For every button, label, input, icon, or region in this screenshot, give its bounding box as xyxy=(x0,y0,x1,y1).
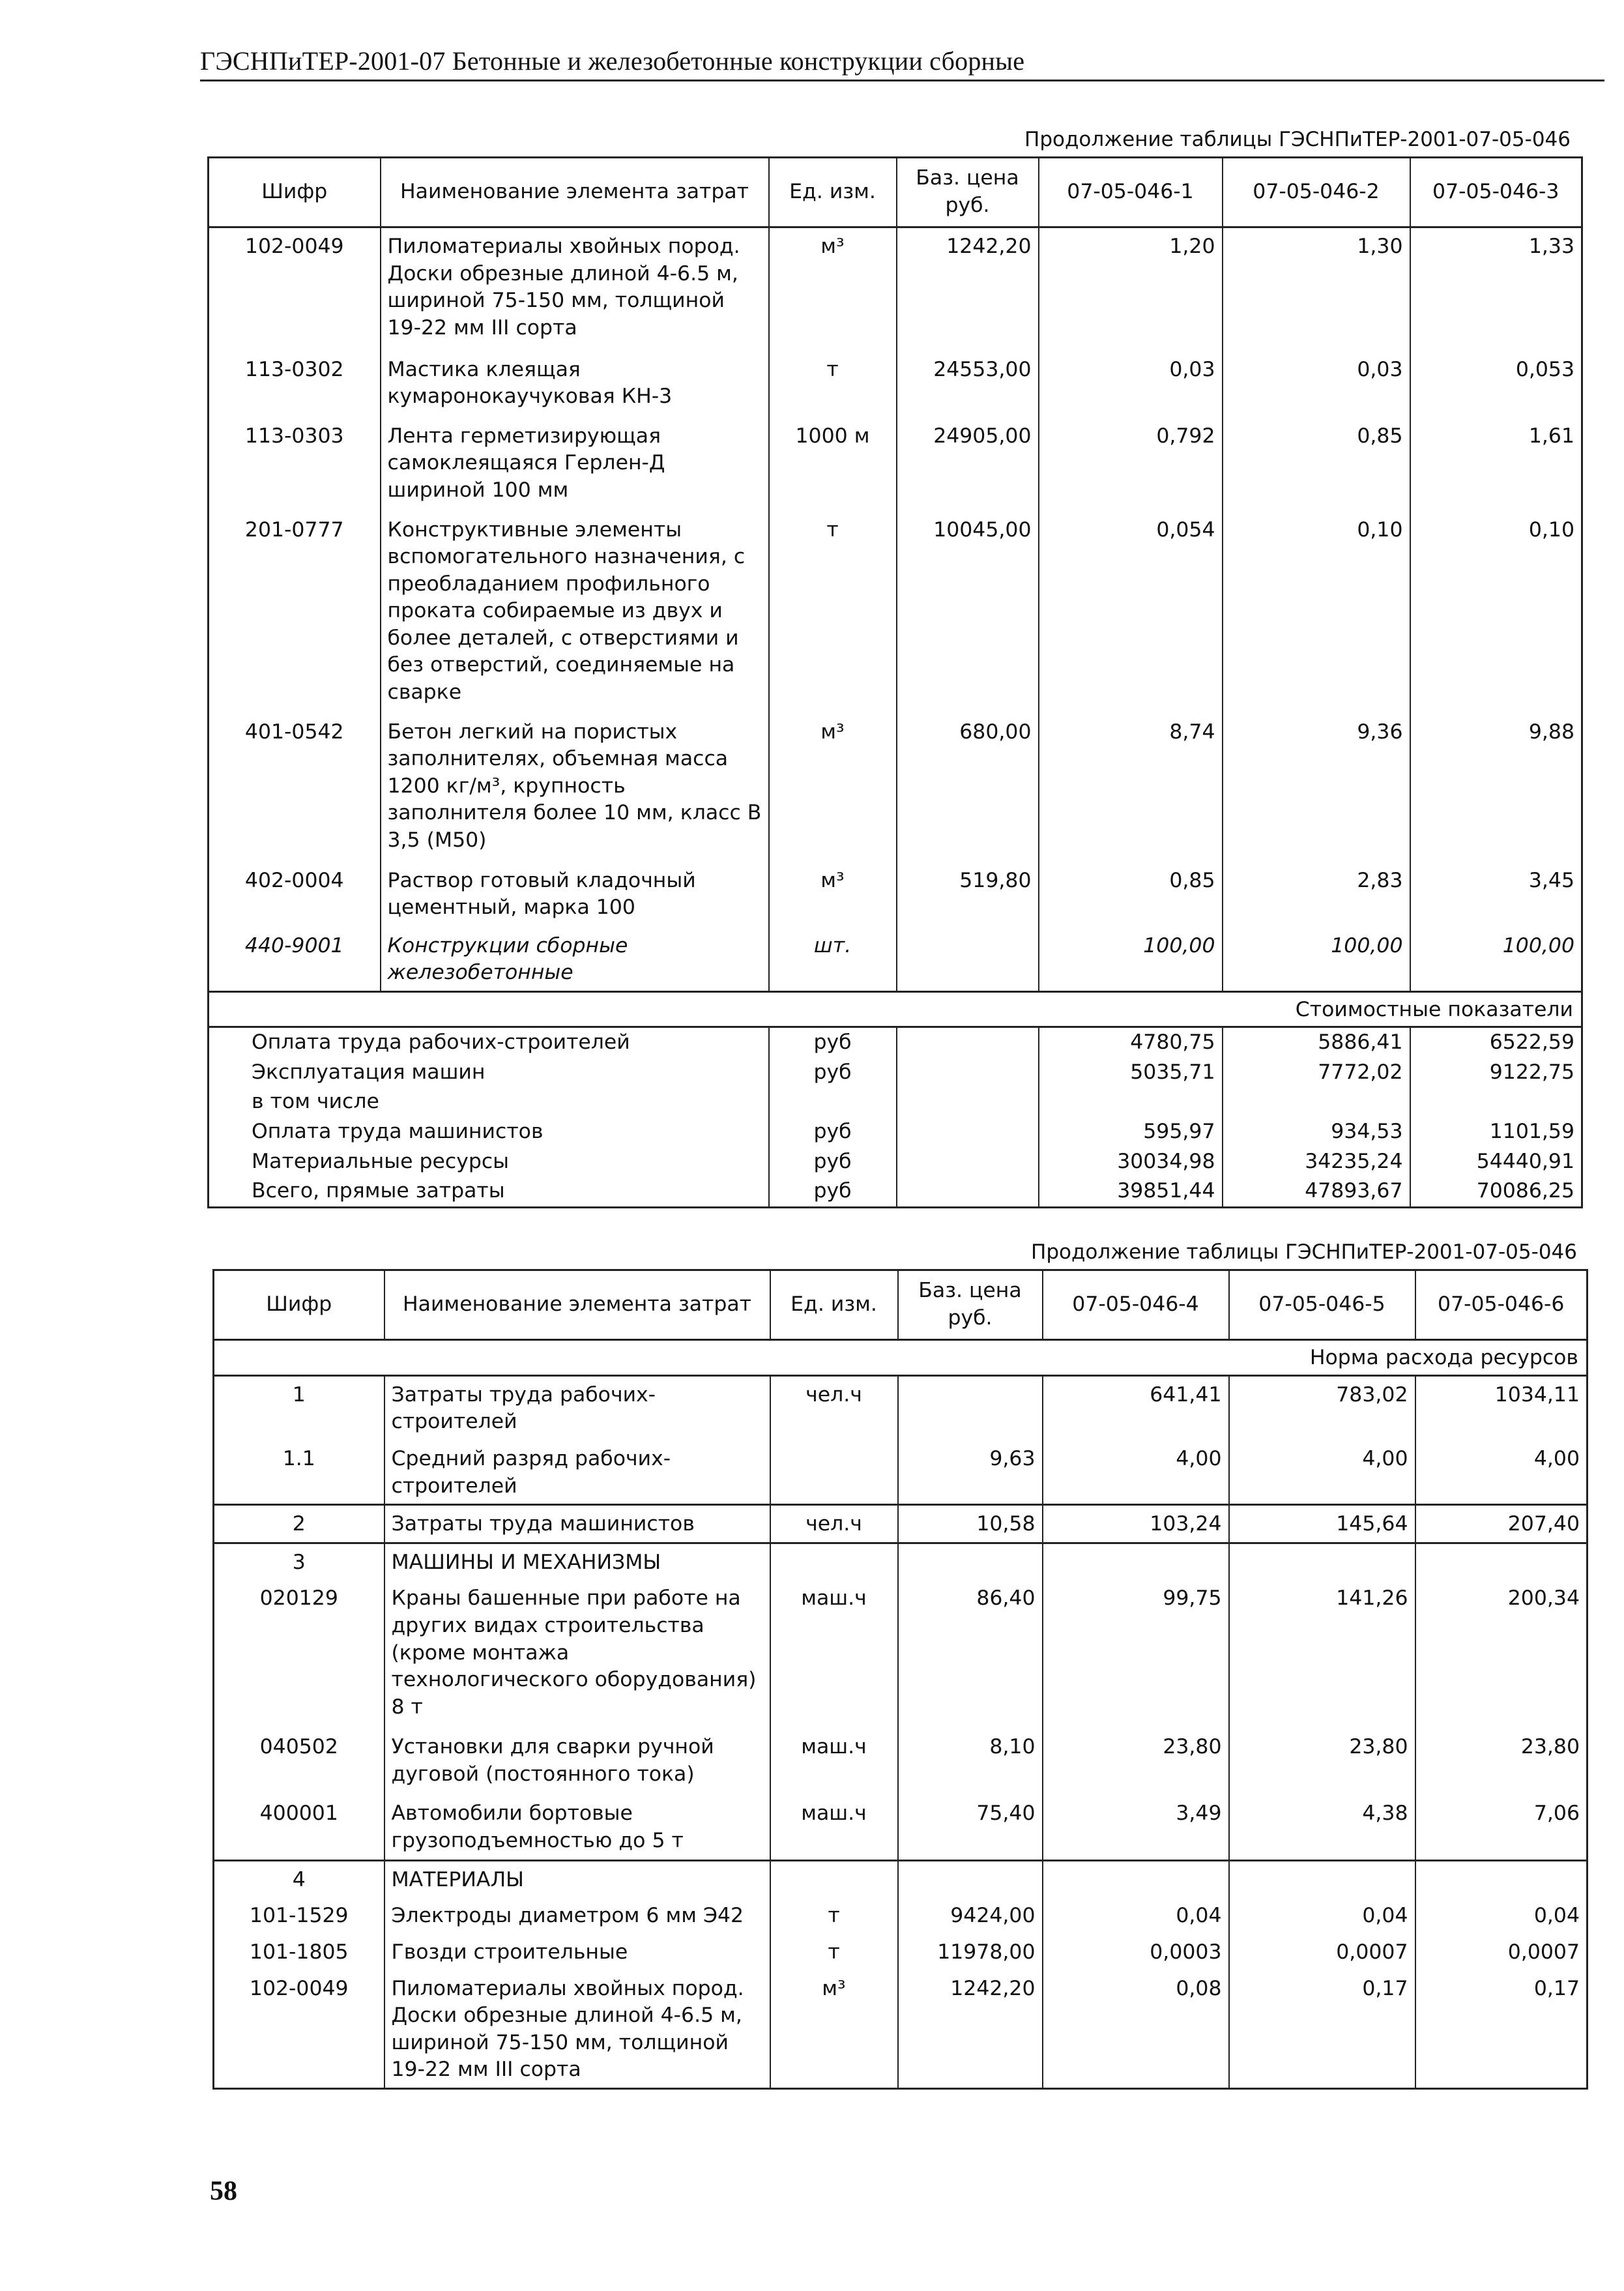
summary-label: Эксплуатация машин xyxy=(209,1058,769,1088)
row-value-2: 0,85 xyxy=(1223,418,1410,512)
row-value-3: 100,00 xyxy=(1410,927,1582,992)
row-price: 9424,00 xyxy=(898,1897,1043,1934)
row-unit xyxy=(770,1440,898,1505)
table-row xyxy=(214,1440,1588,1505)
col-header-norm-5: 07-05-046-5 xyxy=(1229,1270,1415,1340)
row-unit: т xyxy=(770,1934,898,1970)
summary-value-3 xyxy=(1410,1087,1582,1117)
row-value-1: 0,08 xyxy=(1043,1970,1229,2089)
row-unit: шт. xyxy=(769,927,897,992)
summary-label: Оплата труда машинистов xyxy=(209,1117,769,1147)
row-value-2: 0,0007 xyxy=(1229,1934,1415,1970)
col-header-name: Наименование элемента затрат xyxy=(384,1270,770,1340)
row-price: 24905,00 xyxy=(897,418,1039,512)
section-band xyxy=(209,991,1582,1027)
row-name: Конструкции сборные железобетонные xyxy=(381,927,769,992)
band-label: Норма расхода ресурсов xyxy=(214,1340,1588,1376)
row-value-1: 23,80 xyxy=(1043,1729,1229,1795)
row-code: 400001 xyxy=(214,1795,384,1860)
row-value-2: 145,64 xyxy=(1229,1505,1415,1543)
row-price xyxy=(898,1375,1043,1440)
row-code: 402-0004 xyxy=(209,862,381,927)
row-unit: м³ xyxy=(769,227,897,351)
row-unit: чел.ч xyxy=(770,1505,898,1543)
row-name: Краны башенные при работе на других видах строительства (кроме монтажа технологического оборудования) 8 т xyxy=(384,1580,770,1729)
row-price: 75,40 xyxy=(898,1795,1043,1860)
row-value-1: 0,04 xyxy=(1043,1897,1229,1934)
summary-value-1: 595,97 xyxy=(1039,1117,1223,1147)
summary-label: в том числе xyxy=(209,1087,769,1117)
row-value-2: 2,83 xyxy=(1223,862,1410,927)
row-value-3: 3,45 xyxy=(1410,862,1582,927)
row-price: 680,00 xyxy=(897,714,1039,862)
row-name: МАТЕРИАЛЫ xyxy=(384,1860,770,1897)
row-value-2: 0,10 xyxy=(1223,512,1410,714)
row-code: 401-0542 xyxy=(209,714,381,862)
row-name: Пиломатериалы хвойных пород. Доски обрезные длиной 4-6.5 м, шириной 75-150 мм, толщиной 19-22 мм III сорта xyxy=(384,1970,770,2089)
row-name: Затраты труда машинистов xyxy=(384,1505,770,1543)
row-price: 10045,00 xyxy=(897,512,1039,714)
row-value-2: 0,17 xyxy=(1229,1970,1415,2089)
table1-continuation: Продолжение таблицы ГЭСНПиТЕР-2001-07-05-046 xyxy=(1024,128,1571,151)
row-value-3: 0,0007 xyxy=(1415,1934,1588,1970)
summary-value-2: 5886,41 xyxy=(1223,1027,1410,1058)
summary-row xyxy=(209,1087,1582,1117)
row-unit: м³ xyxy=(769,714,897,862)
row-price: 1242,20 xyxy=(898,1970,1043,2089)
row-value-3 xyxy=(1415,1860,1588,1897)
summary-unit: руб xyxy=(769,1027,897,1058)
row-value-1: 0,85 xyxy=(1039,862,1223,927)
band-label: Стоимостные показатели xyxy=(209,991,1582,1027)
summary-value-2: 34235,24 xyxy=(1223,1147,1410,1177)
summary-label: Материальные ресурсы xyxy=(209,1147,769,1177)
row-name: МАШИНЫ И МЕХАНИЗМЫ xyxy=(384,1543,770,1580)
row-name: Электроды диаметром 6 мм Э42 xyxy=(384,1897,770,1934)
table-row xyxy=(214,1505,1588,1543)
row-price xyxy=(898,1860,1043,1897)
row-value-2: 1,30 xyxy=(1223,227,1410,351)
summary-price xyxy=(897,1058,1039,1088)
row-unit: м³ xyxy=(770,1970,898,2089)
summary-unit: руб xyxy=(769,1058,897,1088)
row-unit xyxy=(770,1860,898,1897)
row-value-3 xyxy=(1415,1543,1588,1580)
table2-continuation: Продолжение таблицы ГЭСНПиТЕР-2001-07-05-046 xyxy=(1031,1240,1577,1264)
row-name: Средний разряд рабочих-строителей xyxy=(384,1440,770,1505)
row-value-2: 0,04 xyxy=(1229,1897,1415,1934)
row-code: 440-9001 xyxy=(209,927,381,992)
summary-value-3: 1101,59 xyxy=(1410,1117,1582,1147)
row-price: 9,63 xyxy=(898,1440,1043,1505)
table-row xyxy=(209,351,1582,418)
row-code: 020129 xyxy=(214,1580,384,1729)
summary-label: Оплата труда рабочих-строителей xyxy=(209,1027,769,1058)
summary-price xyxy=(897,1087,1039,1117)
summary-unit: руб xyxy=(769,1117,897,1147)
summary-row xyxy=(209,1147,1582,1177)
row-unit: маш.ч xyxy=(770,1729,898,1795)
row-value-3: 207,40 xyxy=(1415,1505,1588,1543)
row-name: Бетон легкий на пористых заполнителях, объемная масса 1200 кг/м³, крупность заполнителя более 10 мм, класс В 3,5 (М50) xyxy=(381,714,769,862)
row-name: Пиломатериалы хвойных пород. Доски обрезные длиной 4-6.5 м, шириной 75-150 мм, толщиной 19-22 мм III сорта xyxy=(381,227,769,351)
row-price xyxy=(898,1543,1043,1580)
row-value-1: 8,74 xyxy=(1039,714,1223,862)
summary-row xyxy=(209,1027,1582,1058)
row-code: 101-1529 xyxy=(214,1897,384,1934)
table2-header-row xyxy=(214,1270,1588,1340)
summary-price xyxy=(897,1027,1039,1058)
col-header-norm-4: 07-05-046-4 xyxy=(1043,1270,1229,1340)
row-value-3: 200,34 xyxy=(1415,1580,1588,1729)
summary-value-1: 39851,44 xyxy=(1039,1176,1223,1207)
row-name: Мастика клеящая кумаронокаучуковая КН-3 xyxy=(381,351,769,418)
row-value-1: 100,00 xyxy=(1039,927,1223,992)
row-value-1: 4,00 xyxy=(1043,1440,1229,1505)
row-code: 102-0049 xyxy=(209,227,381,351)
col-header-unit: Ед. изм. xyxy=(770,1270,898,1340)
table-row xyxy=(214,1897,1588,1934)
row-value-2: 0,03 xyxy=(1223,351,1410,418)
row-name: Раствор готовый кладочный цементный, марка 100 xyxy=(381,862,769,927)
summary-value-3: 54440,91 xyxy=(1410,1147,1582,1177)
table-row xyxy=(214,1375,1588,1440)
summary-value-2 xyxy=(1223,1087,1410,1117)
row-unit: т xyxy=(770,1897,898,1934)
summary-value-1: 30034,98 xyxy=(1039,1147,1223,1177)
row-unit: т xyxy=(769,512,897,714)
summary-price xyxy=(897,1147,1039,1177)
row-unit xyxy=(770,1543,898,1580)
table-row xyxy=(209,418,1582,512)
row-code: 3 xyxy=(214,1543,384,1580)
row-name: Конструктивные элементы вспомогательного назначения, с преобладанием профильного проката собираемые из двух и более деталей, с отверстиями и без отверстий, соединяемые на сварке xyxy=(381,512,769,714)
col-header-norm-6: 07-05-046-6 xyxy=(1415,1270,1588,1340)
row-name: Гвозди строительные xyxy=(384,1934,770,1970)
summary-unit: руб xyxy=(769,1147,897,1177)
row-unit: чел.ч xyxy=(770,1375,898,1440)
summary-unit: руб xyxy=(769,1176,897,1207)
summary-value-3: 70086,25 xyxy=(1410,1176,1582,1207)
summary-row xyxy=(209,1176,1582,1207)
row-value-3: 23,80 xyxy=(1415,1729,1588,1795)
summary-label: Всего, прямые затраты xyxy=(209,1176,769,1207)
row-value-1: 99,75 xyxy=(1043,1580,1229,1729)
summary-price xyxy=(897,1176,1039,1207)
row-price: 1242,20 xyxy=(897,227,1039,351)
row-value-2: 4,38 xyxy=(1229,1795,1415,1860)
table-row xyxy=(214,1795,1588,1860)
row-value-3: 0,053 xyxy=(1410,351,1582,418)
row-price: 86,40 xyxy=(898,1580,1043,1729)
row-unit: м³ xyxy=(769,862,897,927)
row-unit: 1000 м xyxy=(769,418,897,512)
summary-value-3: 9122,75 xyxy=(1410,1058,1582,1088)
row-code: 102-0049 xyxy=(214,1970,384,2089)
section-band xyxy=(214,1340,1588,1376)
summary-value-1: 5035,71 xyxy=(1039,1058,1223,1088)
row-value-3: 1,33 xyxy=(1410,227,1582,351)
table-row xyxy=(214,1580,1588,1729)
table1-header-row xyxy=(209,158,1582,227)
row-price: 10,58 xyxy=(898,1505,1043,1543)
row-name: Затраты труда рабочих-строителей xyxy=(384,1375,770,1440)
summary-value-2: 47893,67 xyxy=(1223,1176,1410,1207)
row-value-1 xyxy=(1043,1860,1229,1897)
row-code: 040502 xyxy=(214,1729,384,1795)
resource-table-2 xyxy=(212,1269,1588,2090)
col-header-unit: Ед. изм. xyxy=(769,158,897,227)
row-price xyxy=(897,927,1039,992)
section-row xyxy=(214,1860,1588,1897)
row-name: Автомобили бортовые грузоподъемностью до 5 т xyxy=(384,1795,770,1860)
table-row xyxy=(209,927,1582,992)
row-value-3: 0,17 xyxy=(1415,1970,1588,2089)
row-code: 1.1 xyxy=(214,1440,384,1505)
table-row xyxy=(209,714,1582,862)
table-row xyxy=(214,1970,1588,2089)
row-value-1: 3,49 xyxy=(1043,1795,1229,1860)
col-header-price: Баз. цена руб. xyxy=(898,1270,1043,1340)
col-header-code: Шифр xyxy=(214,1270,384,1340)
row-value-3: 7,06 xyxy=(1415,1795,1588,1860)
section-row xyxy=(214,1543,1588,1580)
summary-value-1 xyxy=(1039,1087,1223,1117)
row-name: Лента герметизирующая самоклеящаяся Герлен-Д шириной 100 мм xyxy=(381,418,769,512)
row-value-3: 0,10 xyxy=(1410,512,1582,714)
row-value-2: 100,00 xyxy=(1223,927,1410,992)
row-value-1: 641,41 xyxy=(1043,1375,1229,1440)
resource-table-1 xyxy=(207,156,1583,1208)
row-unit: т xyxy=(769,351,897,418)
row-value-3: 4,00 xyxy=(1415,1440,1588,1505)
row-value-2: 4,00 xyxy=(1229,1440,1415,1505)
summary-value-2: 7772,02 xyxy=(1223,1058,1410,1088)
row-value-2: 9,36 xyxy=(1223,714,1410,862)
row-code: 2 xyxy=(214,1505,384,1543)
row-value-2 xyxy=(1229,1543,1415,1580)
summary-value-2: 934,53 xyxy=(1223,1117,1410,1147)
row-value-1: 103,24 xyxy=(1043,1505,1229,1543)
row-code: 101-1805 xyxy=(214,1934,384,1970)
table-row xyxy=(214,1729,1588,1795)
row-value-2: 783,02 xyxy=(1229,1375,1415,1440)
row-unit: маш.ч xyxy=(770,1580,898,1729)
summary-unit xyxy=(769,1087,897,1117)
summary-value-1: 4780,75 xyxy=(1039,1027,1223,1058)
table-row xyxy=(209,512,1582,714)
row-value-1: 0,054 xyxy=(1039,512,1223,714)
page-number: 58 xyxy=(210,2176,237,2206)
row-value-1: 0,03 xyxy=(1039,351,1223,418)
col-header-norm-1: 07-05-046-1 xyxy=(1039,158,1223,227)
col-header-name: Наименование элемента затрат xyxy=(381,158,769,227)
page-header-title: ГЭСНПиТЕР-2001-07 Бетонные и железобетонные конструкции сборные xyxy=(200,46,1025,76)
row-value-2: 141,26 xyxy=(1229,1580,1415,1729)
row-value-1: 0,792 xyxy=(1039,418,1223,512)
table-row xyxy=(214,1934,1588,1970)
summary-row xyxy=(209,1117,1582,1147)
row-code: 4 xyxy=(214,1860,384,1897)
row-code: 1 xyxy=(214,1375,384,1440)
header-rule xyxy=(200,80,1604,81)
row-price: 519,80 xyxy=(897,862,1039,927)
table-row xyxy=(209,227,1582,351)
row-value-1: 0,0003 xyxy=(1043,1934,1229,1970)
col-header-norm-2: 07-05-046-2 xyxy=(1223,158,1410,227)
row-value-3: 0,04 xyxy=(1415,1897,1588,1934)
row-value-3: 1034,11 xyxy=(1415,1375,1588,1440)
col-header-code: Шифр xyxy=(209,158,381,227)
summary-price xyxy=(897,1117,1039,1147)
row-code: 201-0777 xyxy=(209,512,381,714)
row-price: 11978,00 xyxy=(898,1934,1043,1970)
row-value-2 xyxy=(1229,1860,1415,1897)
row-value-3: 9,88 xyxy=(1410,714,1582,862)
row-name: Установки для сварки ручной дуговой (постоянного тока) xyxy=(384,1729,770,1795)
col-header-norm-3: 07-05-046-3 xyxy=(1410,158,1582,227)
row-price: 24553,00 xyxy=(897,351,1039,418)
row-value-2: 23,80 xyxy=(1229,1729,1415,1795)
summary-row xyxy=(209,1058,1582,1088)
row-price: 8,10 xyxy=(898,1729,1043,1795)
table-row xyxy=(209,862,1582,927)
col-header-price: Баз. цена руб. xyxy=(897,158,1039,227)
summary-value-3: 6522,59 xyxy=(1410,1027,1582,1058)
row-value-1: 1,20 xyxy=(1039,227,1223,351)
row-unit: маш.ч xyxy=(770,1795,898,1860)
row-value-3: 1,61 xyxy=(1410,418,1582,512)
row-value-1 xyxy=(1043,1543,1229,1580)
row-code: 113-0302 xyxy=(209,351,381,418)
row-code: 113-0303 xyxy=(209,418,381,512)
